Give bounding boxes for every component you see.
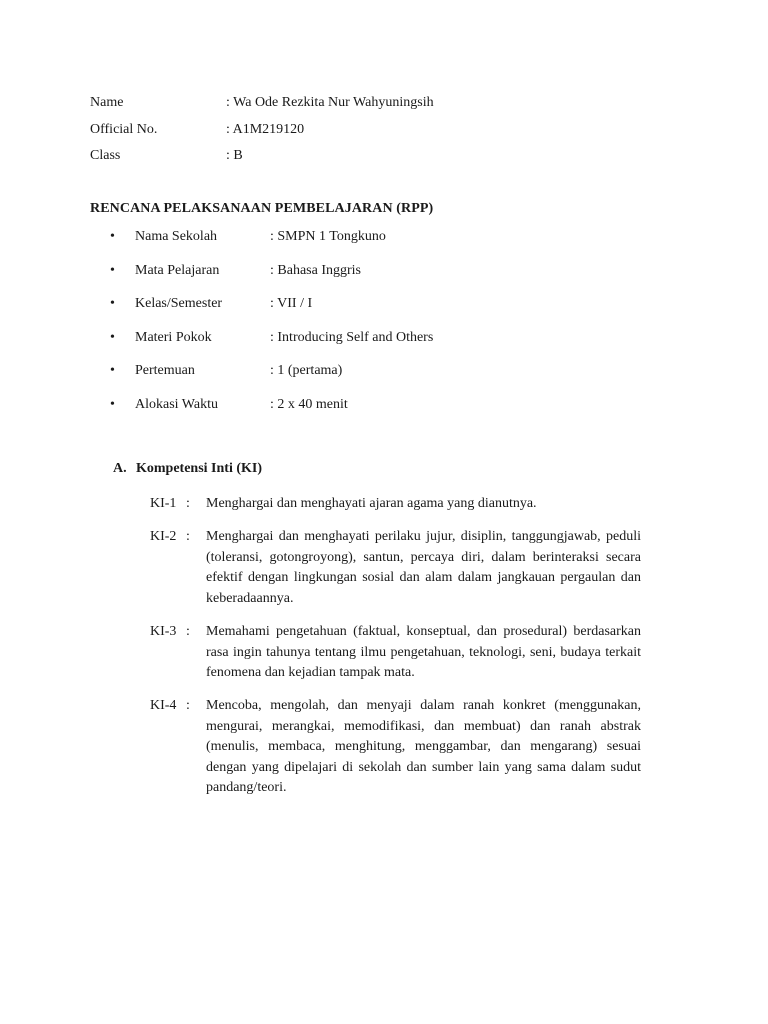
detail-label: Kelas/Semester [135, 296, 223, 311]
bullet-mark: • [110, 296, 115, 311]
official-no-value: : A1M219120 [226, 121, 305, 137]
detail-label: Mata Pelajaran [135, 262, 220, 278]
list-item [110, 362, 433, 396]
ki-description: Mencoba, mengolah, dan menyaji dalam ranah konkret (menggunakan, mengurai, merangkai, memodifikasi, dan membuat) dan ranah abstrak (menulis, membaca, menghitung, menggambar, dan mengarang) sesuai dengan yang dipelajari di sekolah dan sumber lain yang sama dalam sudut pandang/teori. [206, 698, 641, 796]
ki-description: Memahami pengetahuan (faktual, konseptual, dan prosedural) berdasarkan rasa ingin tahunya tentang ilmu pengetahuan, teknologi, seni, budaya terkait fenomena dan kejadian tampak mata. [206, 624, 641, 681]
ki-code: KI-3 [150, 624, 177, 639]
ki-description: Menghargai dan menghayati ajaran agama yang dianutnya. [206, 496, 537, 511]
ki-item-3 [150, 622, 641, 684]
section-title: Kompetensi Inti (KI) [136, 461, 262, 476]
detail-value: : SMPN 1 Tongkuno [270, 229, 386, 244]
detail-value: : VII / I [270, 296, 313, 311]
detail-label: Alokasi Waktu [135, 396, 218, 412]
section-heading-kompetensi-inti [113, 461, 262, 477]
detail-value: : 1 (pertama) [270, 363, 343, 378]
detail-value: : 2 x 40 menit [270, 396, 348, 412]
name-label: Name [90, 95, 124, 110]
detail-label: Nama Sekolah [135, 229, 218, 244]
detail-label: Materi Pokok [135, 329, 212, 345]
bullet-mark: • [110, 329, 115, 345]
name-value: : Wa Ode Rezkita Nur Wahyuningsih [226, 95, 434, 110]
bullet-mark: • [110, 363, 115, 378]
ki-colon: : [186, 529, 190, 544]
identity-row-official-no [90, 121, 434, 148]
identity-row-name [90, 94, 434, 121]
ki-colon: : [186, 496, 190, 511]
class-value: : B [226, 148, 243, 163]
identity-row-class [90, 147, 434, 174]
class-label: Class [90, 148, 121, 163]
official-no-label: Official No. [90, 121, 158, 137]
bullet-mark: • [110, 396, 115, 412]
ki-item-4 [150, 696, 641, 799]
section-letter: A. [113, 461, 127, 476]
list-item [110, 228, 433, 262]
identity-block [90, 94, 434, 174]
list-item [110, 295, 433, 329]
detail-value: : Introducing Self and Others [270, 329, 434, 345]
list-item [110, 329, 433, 363]
document-title: RENCANA PELAKSANAAN PEMBELAJARAN (RPP) [90, 201, 434, 216]
ki-item-2 [150, 527, 641, 609]
list-item [110, 262, 433, 296]
rpp-details-list [110, 228, 433, 429]
ki-colon: : [186, 698, 190, 713]
ki-code: KI-4 [150, 698, 177, 713]
detail-label: Pertemuan [135, 363, 195, 378]
bullet-mark: • [110, 262, 115, 278]
detail-value: : Bahasa Inggris [270, 262, 361, 278]
ki-description: Menghargai dan menghayati perilaku jujur, disiplin, tanggungjawab, peduli (toleransi, gotongroyong), santun, percaya diri, dalam berinteraksi secara efektif dengan lingkungan sosial dan alam dalam jangkauan pergaulan dan keberadaannya. [206, 529, 641, 606]
ki-colon: : [186, 624, 190, 639]
ki-code: KI-1 [150, 496, 177, 511]
list-item [110, 396, 433, 430]
ki-code: KI-2 [150, 529, 177, 544]
bullet-mark: • [110, 229, 115, 244]
ki-item-1 [150, 494, 641, 515]
